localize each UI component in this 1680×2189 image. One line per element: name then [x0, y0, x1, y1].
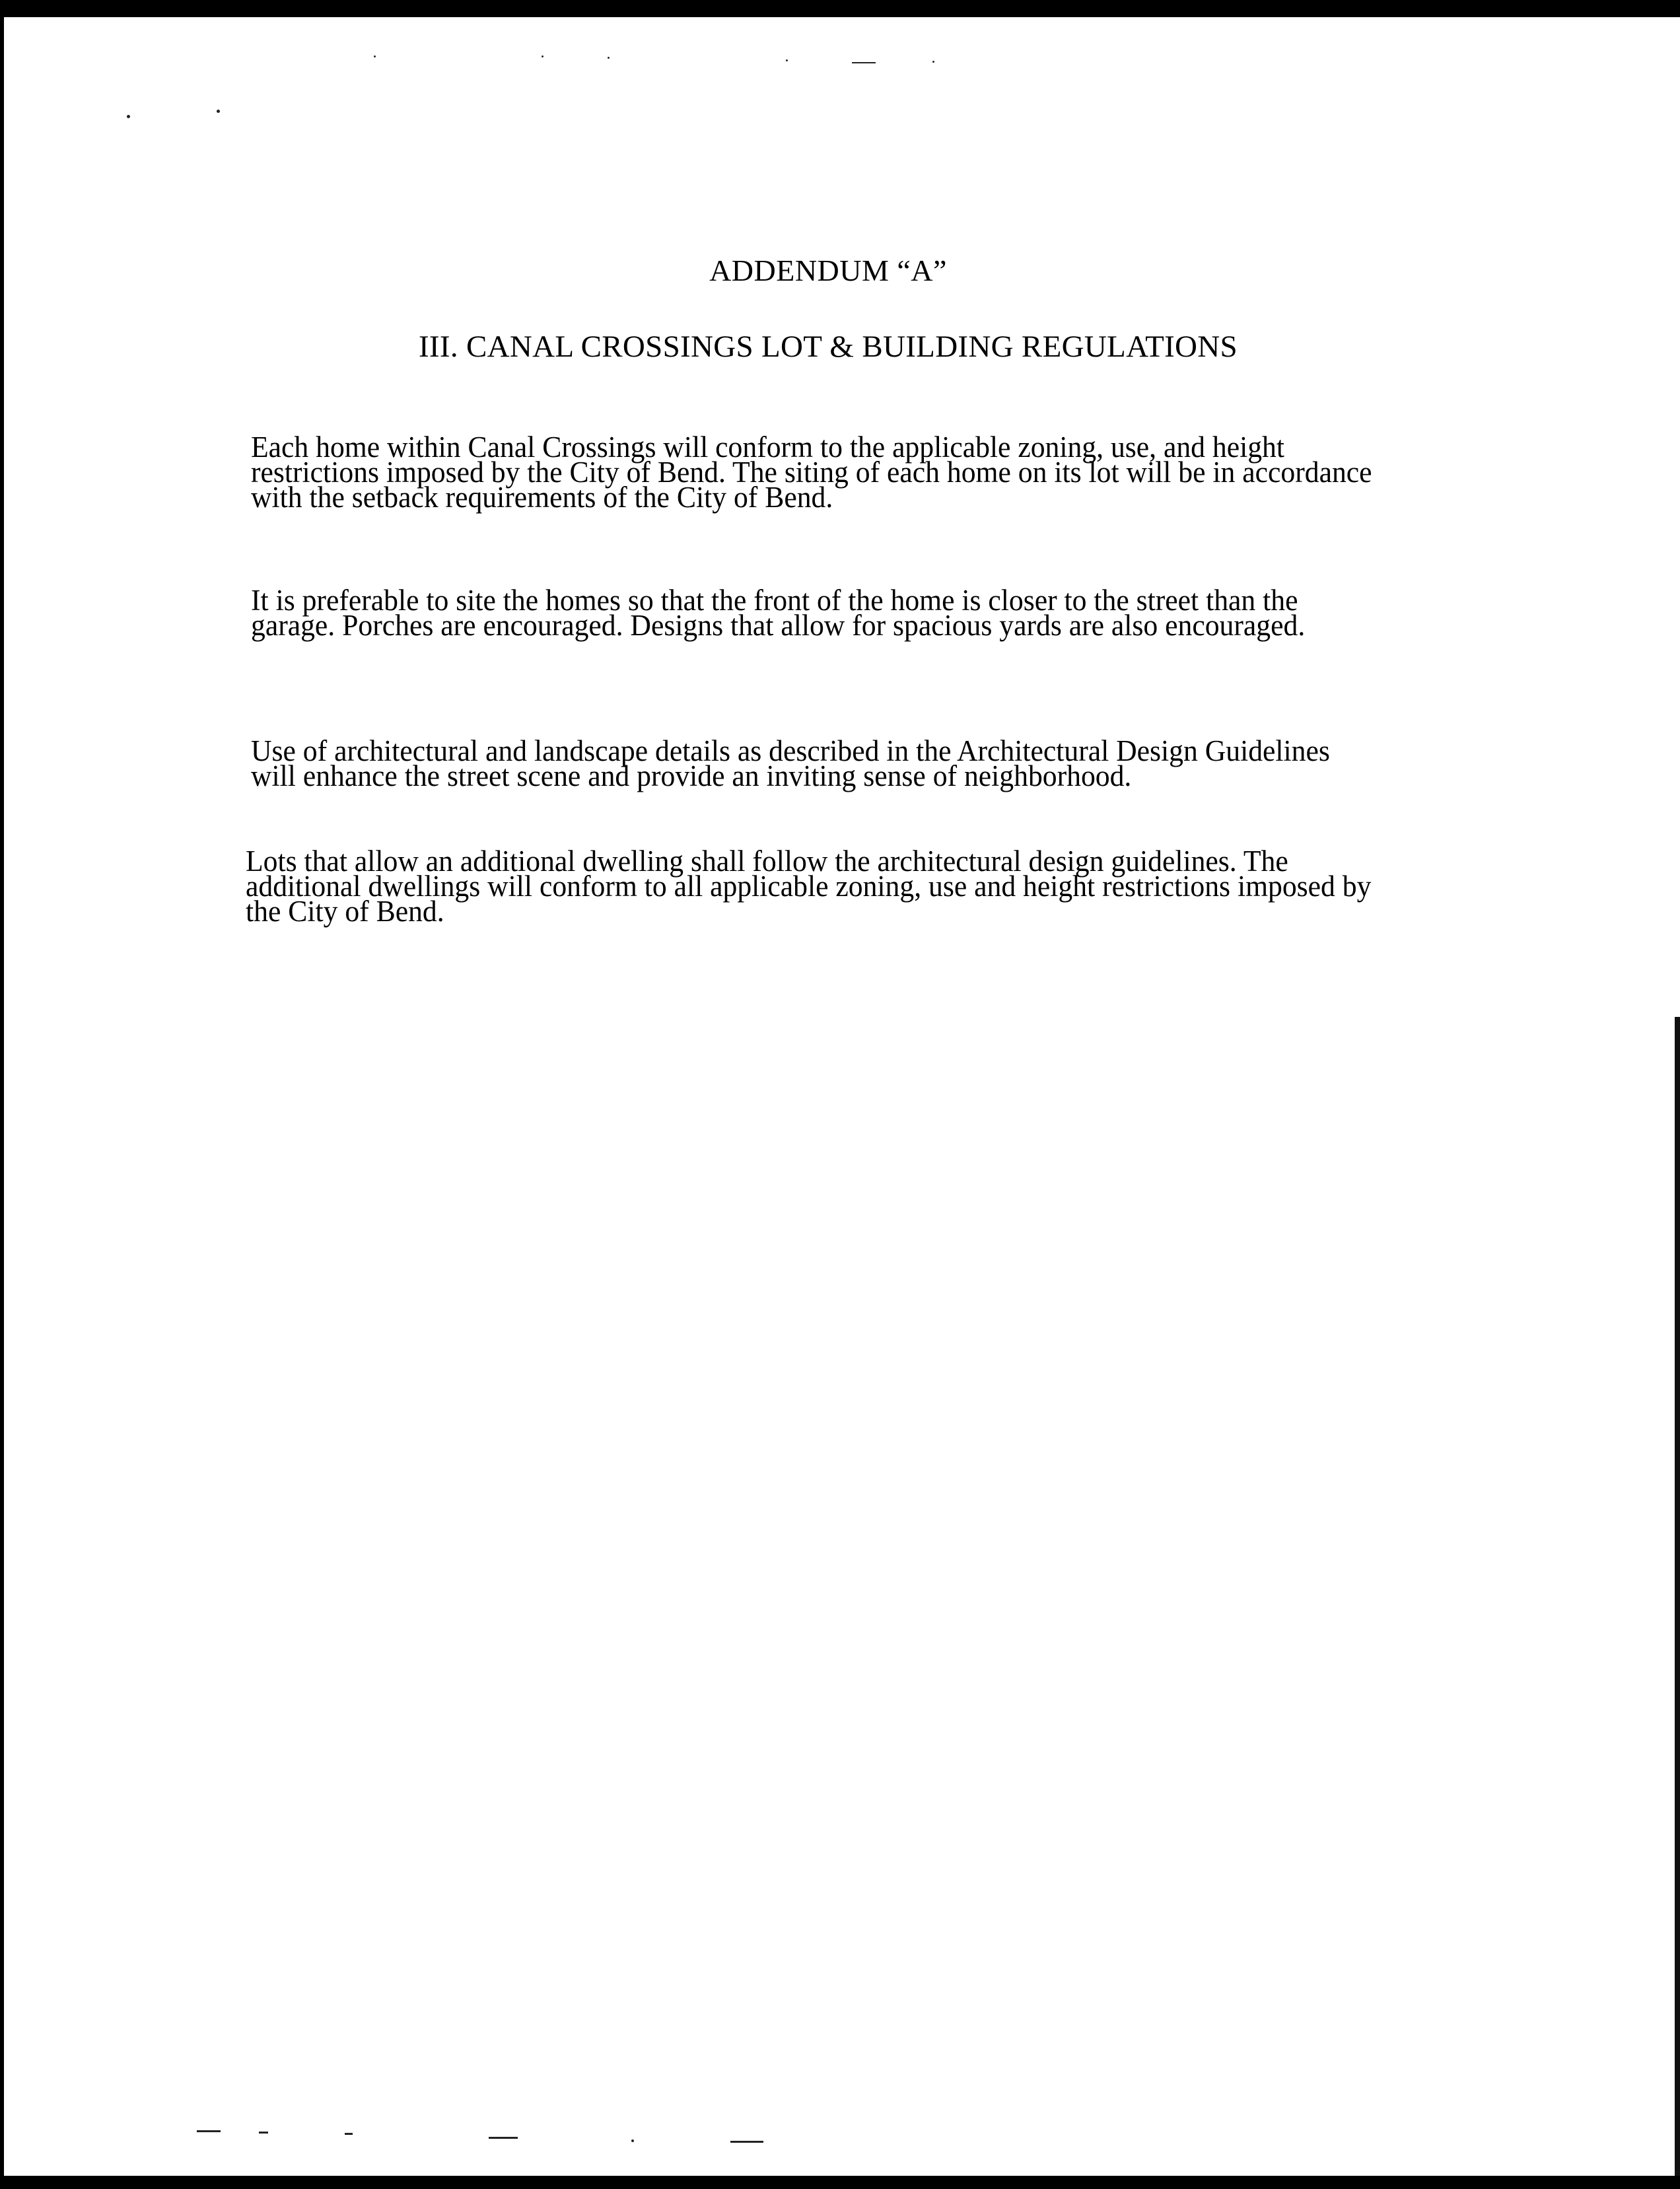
paragraph-zoning: Each home within Canal Crossings will conform to the applicable zoning, use, and height restrictions imposed by the City of Bend. The siting of each home on its lot will be in accordance with the setback requirements of the City of Bend. [251, 431, 1372, 514]
scan-speck [932, 61, 934, 63]
addendum-title: ADDENDUM “A” [709, 254, 947, 287]
scan-border-bottom [0, 2176, 1680, 2189]
scan-speck [542, 55, 543, 57]
scan-dash [197, 2130, 221, 2132]
scan-speck [608, 57, 610, 59]
scan-speck [374, 55, 376, 57]
scan-dash [345, 2133, 353, 2135]
paragraph-design-details: Use of architectural and landscape details as described in the Architectural Design Guidelines will enhance the street scene and provide an inviting sense of neighborhood. [251, 734, 1330, 792]
paragraph-additional-dwelling: Lots that allow an additional dwelling shall follow the architectural design guidelines. The additional dwellings will conform to all applicable zoning, use and height restrictions imposed by the City of Bend. [246, 845, 1372, 928]
scan-speck [631, 2139, 634, 2142]
scan-border-top [0, 0, 1680, 17]
scan-border-right [1675, 1017, 1680, 2179]
scan-dash [489, 2137, 518, 2139]
scan-speck [127, 115, 130, 118]
scan-dash [259, 2132, 268, 2134]
scan-speck [217, 110, 220, 113]
scan-speck [786, 59, 788, 61]
scan-dash [852, 62, 876, 63]
paragraph-siting: It is preferable to site the homes so that the front of the home is closer to the street than the garage. Porches are encouraged. Designs that allow for spacious yards are also encouraged. [251, 584, 1306, 642]
scan-dash [730, 2141, 763, 2143]
section-title: III. CANAL CROSSINGS LOT & BUILDING REGULATIONS [418, 330, 1238, 364]
